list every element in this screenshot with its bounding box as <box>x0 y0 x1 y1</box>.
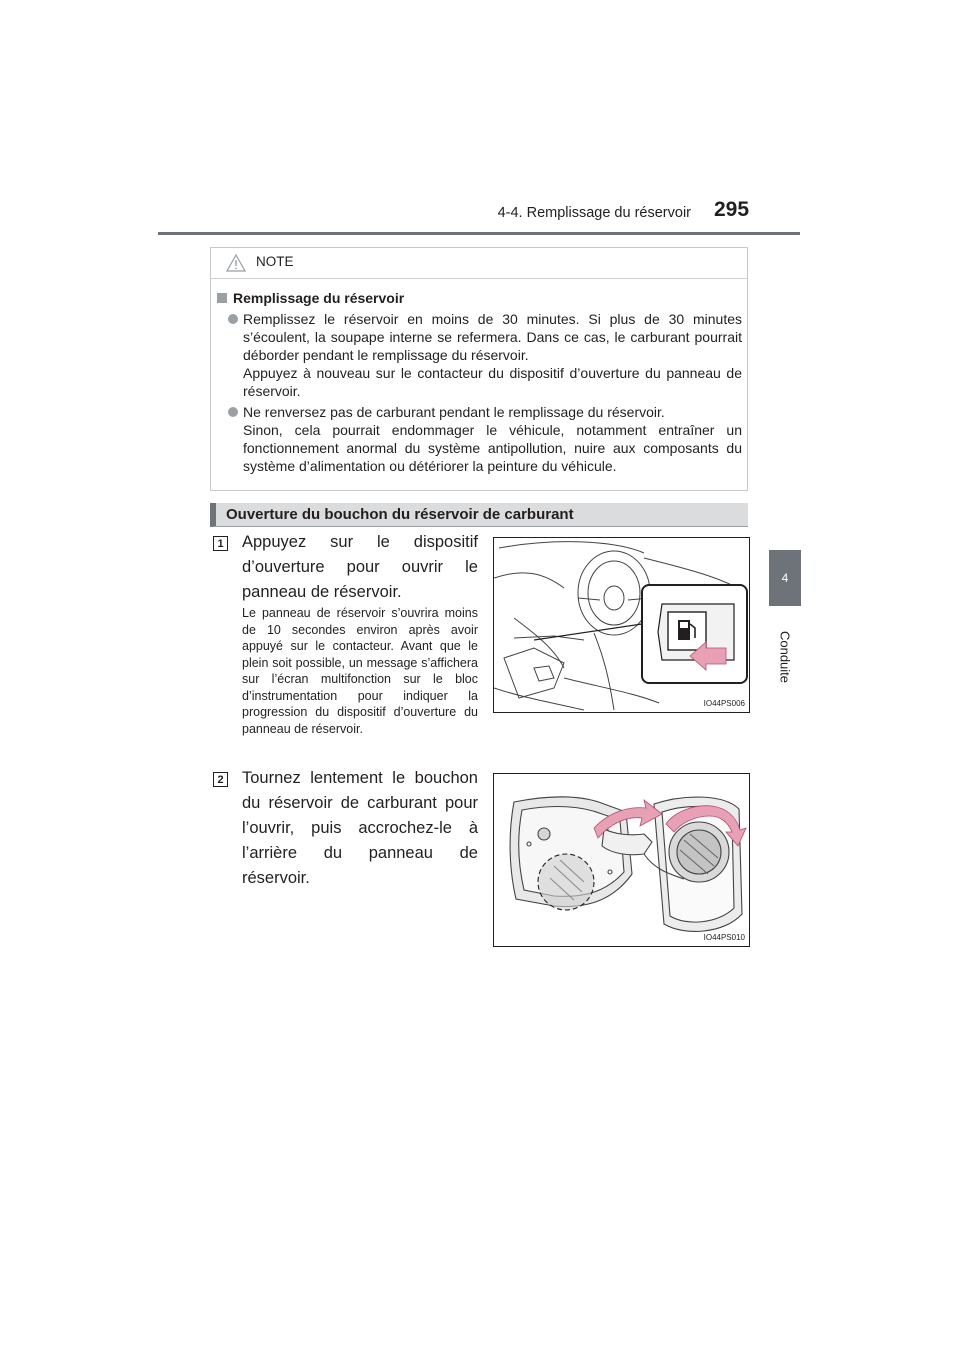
leader-line <box>534 624 642 640</box>
square-bullet-icon <box>217 293 227 303</box>
header-rule <box>158 232 800 235</box>
note-bullet-text: Remplissez le réservoir en moins de 30 minutes. Si plus de 30 minutes s’écoulent, la soupape interne se refermera. Dans ce cas, le carburant pourrait déborder pendant le remplissage du réservoir. Appuyez à nouveau sur le contacteur du dispositif d’ouverture du panneau de réservoir. <box>243 311 742 399</box>
chapter-label-text: Conduite <box>777 630 793 684</box>
step-instruction: Appuyez sur le dispositif d’ouverture pour ouvrir le panneau de réservoir. <box>242 533 478 601</box>
round-bullet-icon <box>228 314 238 324</box>
note-title-text: Remplissage du réservoir <box>233 290 405 306</box>
step-number-badge: 1 <box>213 536 228 551</box>
note-header <box>211 248 747 279</box>
warning-triangle-icon <box>226 254 246 272</box>
figure-code: IO44PS010 <box>703 933 745 942</box>
step-number-badge: 2 <box>213 772 228 787</box>
fuel-cap-dashed-outline <box>538 854 594 910</box>
note-bullet-text: Ne renversez pas de carburant pendant le remplissage du réservoir. Sinon, cela pourrait endommager le véhicule, notamment entraîner un fonctionnement anormal du système antipollution, nuire aux composants du système d’alimentation ou détériorer la peinture du véhicule. <box>243 404 742 474</box>
note-bullet <box>228 310 742 400</box>
step-explanation: Le panneau de réservoir s’ouvrira moins de 10 secondes environ après avoir appuyé sur le contacteur. Avant que le plein soit possible, un message s’affichera sur l’écran multifonction sur le bloc d’instrumentation pour indiquer la progression du dispositif d’ouverture du panneau de réservoir. <box>242 606 478 736</box>
section-heading <box>210 503 748 527</box>
note-bullet <box>228 403 742 475</box>
round-bullet-icon <box>228 407 238 417</box>
section-heading-text: Ouverture du bouchon du réservoir de carburant <box>226 506 574 523</box>
running-header-section: 4-4. Remplissage du réservoir <box>497 205 691 221</box>
step-instruction: Tournez lentement le bouchon du réservoir de carburant pour l’ouvrir, puis accrochez-le à l’arrière du panneau de réservoir. <box>242 769 478 887</box>
note-box <box>210 247 748 491</box>
figure-fuel-cap <box>493 773 750 947</box>
figure-opener-switch <box>493 537 750 713</box>
note-title <box>217 290 404 306</box>
note-label: NOTE <box>256 254 294 269</box>
chapter-tab: 4 <box>769 550 801 606</box>
chapter-label <box>770 612 800 702</box>
fuel-door-illustration <box>494 774 749 946</box>
figure-code: IO44PS006 <box>703 699 745 708</box>
page-number: 295 <box>714 198 750 221</box>
dashboard-illustration <box>494 538 749 712</box>
